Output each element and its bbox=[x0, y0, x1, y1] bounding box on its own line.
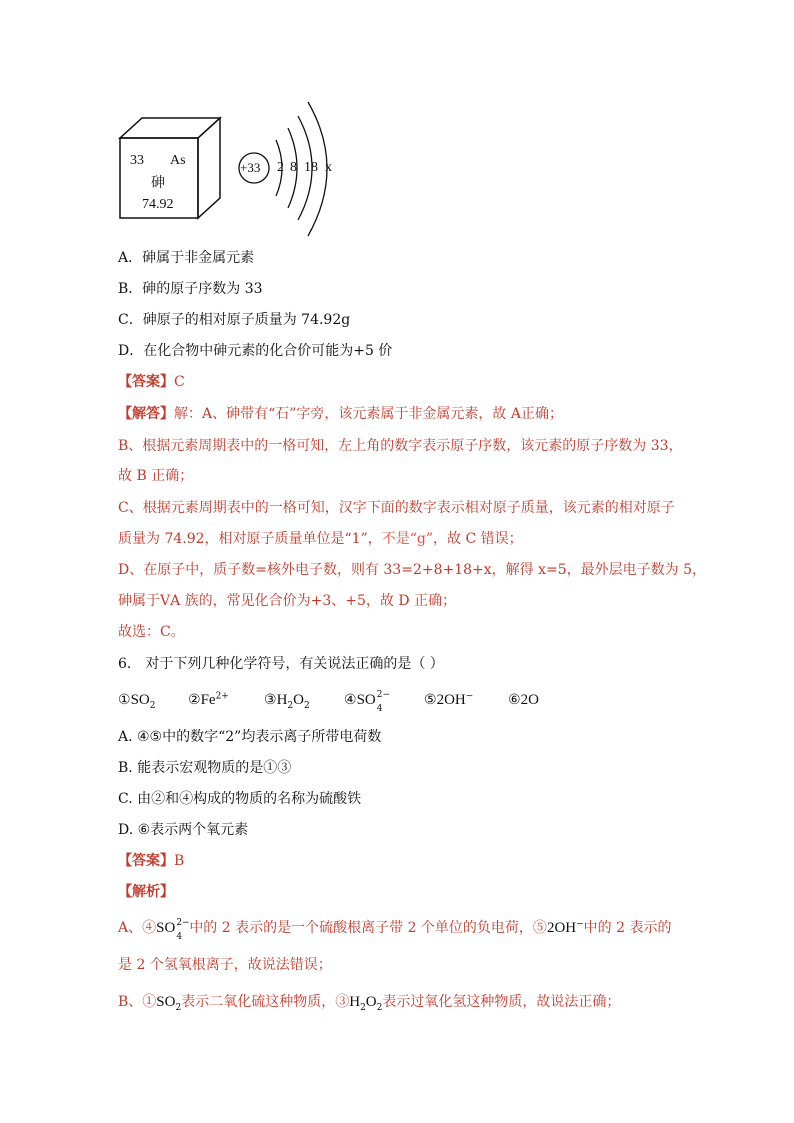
explain-label: 【解答】 bbox=[118, 406, 174, 422]
atomic-mass: 74.92 bbox=[142, 197, 174, 212]
q5-option-d: D．在化合物中砷元素的化合价可能为+5 价 bbox=[118, 343, 393, 359]
shell-count-2: 8 bbox=[290, 160, 297, 175]
q5-option-b: B．砷的原子序数为 33 bbox=[118, 281, 263, 297]
q5-explain-line-5: 质量为 74.92，相对原子质量单位是“1”，不是“g”，故 C 错误； bbox=[118, 531, 523, 547]
element-symbol: As bbox=[170, 153, 186, 168]
q6-option-d: D. ⑥表示两个氧元素 bbox=[118, 822, 249, 838]
q5-answer bbox=[118, 372, 185, 392]
q6-option-c: C. 由②和④构成的物质的名称为硫酸铁 bbox=[118, 791, 362, 807]
atomic-number: 33 bbox=[130, 153, 144, 168]
q6-answer bbox=[118, 851, 184, 871]
shell-count-1: 2 bbox=[277, 160, 284, 175]
q5-explain-line-7: 砷属于ⅤA 族的，常见化合价为+3、+5，故 D 正确； bbox=[118, 593, 457, 609]
symbol-4: ④SO 2− 4 bbox=[344, 690, 391, 714]
symbol-2: $②Fe^{2+}$ bbox=[188, 691, 229, 708]
q6-option-a: A. ④⑤中的数字“2”均表示离子所带电荷数 bbox=[118, 729, 382, 745]
symbol-5: ⑤2OH− bbox=[424, 691, 474, 708]
q5-explain-line-8: 故选：C。 bbox=[118, 624, 185, 640]
answer-label: 【答案】 bbox=[118, 374, 174, 390]
shell-count-4: x bbox=[325, 160, 332, 175]
q5-explain-line-1: 【解答】解：A、砷带有“石”字旁，该元素属于非金属元素，故 A正确； bbox=[118, 406, 563, 422]
symbol-6: ⑥2O bbox=[508, 692, 539, 708]
q5-explain-line-3: 故 B 正确； bbox=[118, 468, 194, 484]
q6-analysis-line-2: 是 2 个氢氧根离子，故说法错误； bbox=[118, 957, 332, 973]
answer-label: 【答案】 bbox=[118, 853, 174, 869]
answer-value: B bbox=[174, 853, 185, 869]
q5-explain-line-4: C、根据元素周期表中的一格可知，汉字下面的数字表示相对原子质量，该元素的相对原子 bbox=[118, 500, 675, 516]
element-name: 砷 bbox=[151, 176, 165, 191]
shell-count-3: 18 bbox=[304, 160, 318, 175]
not-g-note: 不是“g” bbox=[381, 531, 434, 547]
symbol-3: $③H_2O_2$ bbox=[264, 692, 310, 711]
q6-stem: 6． 对于下列几种化学符号，有关说法正确的是（ ） bbox=[118, 656, 444, 672]
q6-analysis-line-3: B、$①SO_2$表示二氧化硫这种物质，$③H_2O_2$表示过氧化氢这种物质，故说法正确； bbox=[118, 994, 621, 1013]
answer-value: C bbox=[174, 374, 185, 390]
q6-option-b: B. 能表示宏观物质的是①③ bbox=[118, 760, 292, 776]
q6-analysis-label: 【解析】 bbox=[118, 884, 174, 900]
element-figure bbox=[118, 98, 348, 240]
symbol-1: $①SO_2$ bbox=[118, 692, 156, 711]
q5-explain-line-6: D、在原子中，质子数=核外电子数，则有 33=2+8+18+x，解得 x=5，最外层电子数为 5， bbox=[118, 562, 707, 578]
q6-analysis-line-1: A、④SO 2− 4 中的 2 表示的是一个硫酸根离子带 2 个单位的负电荷，⑤2OH−中的 2 表示的 bbox=[118, 918, 672, 942]
q5-option-c: C．砷原子的相对原子质量为 74.92g bbox=[118, 312, 351, 328]
nucleus-charge: +33 bbox=[240, 160, 261, 175]
q5-option-a: A．砷属于非金属元素 bbox=[118, 250, 255, 266]
q5-explain-line-2: B、根据元素周期表中的一格可知，左上角的数字表示原子序数，该元素的原子序数为 33， bbox=[118, 438, 683, 454]
